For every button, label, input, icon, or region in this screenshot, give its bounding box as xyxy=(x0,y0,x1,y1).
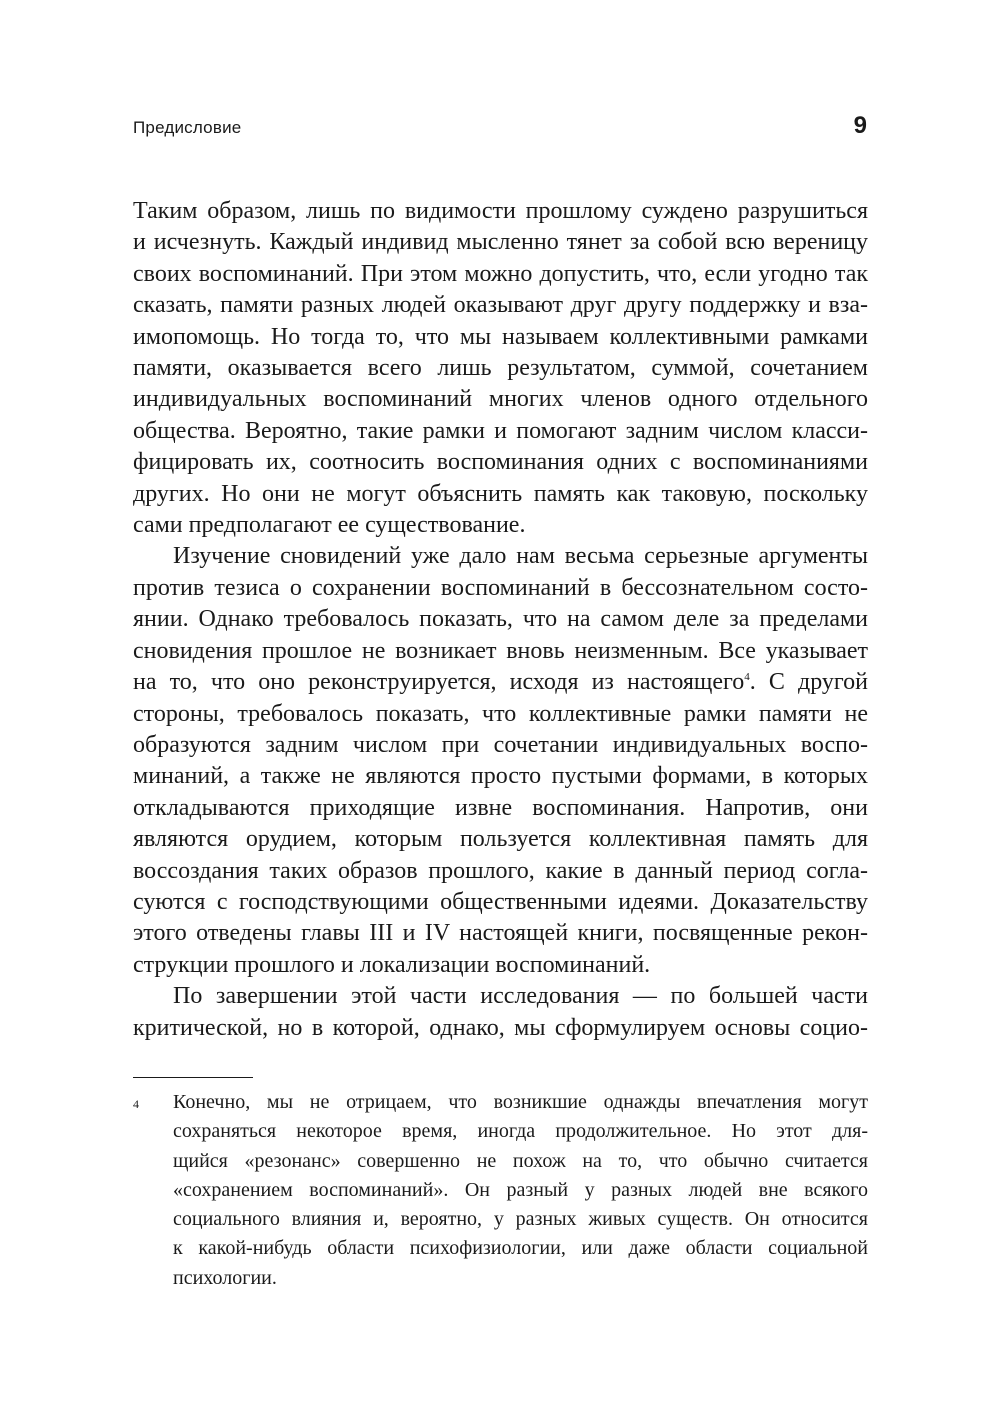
footnote-mark: 4 xyxy=(133,1097,139,1111)
text-line: струкции прошлого и локализации воспоминаний. xyxy=(133,951,651,978)
footnote xyxy=(133,1088,868,1293)
footnote-line: социального влияния и, вероятно, у разных живых существ. Он относится xyxy=(173,1208,868,1231)
text-segment: . С другой xyxy=(749,669,868,696)
text-line: воссоздания таких образов прошлого, какие в данный период согла- xyxy=(133,857,868,884)
text-line: памяти, оказывается всего лишь результатом, суммой, сочетанием xyxy=(133,355,868,382)
paragraph-1 xyxy=(133,196,868,541)
footnote-line: «сохранением воспоминаний». Он разный у разных людей вне всякого xyxy=(173,1178,868,1201)
text-line: суются с господствующими общественными идеями. Доказательству xyxy=(133,888,868,915)
body-text xyxy=(133,196,868,1044)
text-line: индивидуальных воспоминаний многих членов одного отдельного xyxy=(133,386,868,413)
text-line: образуются задним числом при сочетании индивидуальных воспо- xyxy=(133,731,868,758)
text-line: сказать, памяти разных людей оказывают друг другу поддержку и вза- xyxy=(133,292,868,319)
footnote-text xyxy=(173,1088,868,1293)
paragraph-2 xyxy=(133,541,868,981)
text-line: и исчезнуть. Каждый индивид мысленно тянет за собой всю вереницу xyxy=(133,229,868,256)
text-line: Таким образом, лишь по видимости прошлому суждено разрушиться xyxy=(133,198,868,224)
paragraph-3 xyxy=(133,981,868,1044)
text-line: своих воспоминаний. При этом можно допустить, что, если угодно так xyxy=(133,260,868,287)
text-line: По завершении этой части исследования — по большей части xyxy=(173,983,868,1010)
text-line: янии. Однако требовалось показать, что на самом деле за пределами xyxy=(133,606,868,633)
footnote-line: психологии. xyxy=(173,1266,277,1289)
text-line: этого отведены главы III и IV настоящей книги, посвященные рекон- xyxy=(133,920,868,947)
text-line: сами предполагают ее существование. xyxy=(133,512,526,539)
text-line: имопомощь. Но тогда то, что мы называем коллективными рамками xyxy=(133,323,868,350)
text-line: минаний, а также не являются просто пустыми формами, в которых xyxy=(133,763,868,790)
footnote-line: сохраняться некоторое время, иногда продолжительное. Но этот для- xyxy=(173,1120,868,1143)
text-line: фицировать их, соотносить воспоминания одних с воспоминаниями xyxy=(133,449,868,476)
text-line-with-footnote-ref xyxy=(133,667,868,698)
footnote-divider xyxy=(133,1077,253,1078)
text-line: критической, но в которой, однако, мы сформулируем основы социо- xyxy=(133,1014,868,1041)
footnote-line: Конечно, мы не отрицаем, что возникшие однажды впечатления могут xyxy=(173,1091,868,1113)
text-line: других. Но они не могут объяснить память как таковую, поскольку xyxy=(133,480,868,507)
text-line: Изучение сновидений уже дало нам весьма серьезные аргументы xyxy=(173,543,868,570)
text-line: сновидения прошлое не возникает вновь неизменным. Все указывает xyxy=(133,637,868,664)
footnote-reference[interactable]: 4 xyxy=(744,671,750,684)
text-line: общества. Вероятно, такие рамки и помогают задним числом класси- xyxy=(133,417,868,444)
footnote-line: к какой-нибудь области психофизиологии, или даже области социальной xyxy=(173,1237,868,1260)
text-segment: на то, что оно реконструируется, исходя из настоящего xyxy=(133,669,745,696)
footnote-line: щийся «резонанс» совершенно не похож на то, что обычно считается xyxy=(173,1149,868,1172)
text-line: против тезиса о сохранении воспоминаний в бессознательном состо- xyxy=(133,574,868,601)
text-line: стороны, требовалось показать, что коллективные рамки памяти не xyxy=(133,700,868,727)
page-number: 9 xyxy=(853,112,867,139)
text-line: являются орудием, которым пользуется коллективная память для xyxy=(133,826,868,853)
running-head: Предисловие xyxy=(133,118,242,137)
text-line: откладываются приходящие извне воспоминания. Напротив, они xyxy=(133,794,868,821)
